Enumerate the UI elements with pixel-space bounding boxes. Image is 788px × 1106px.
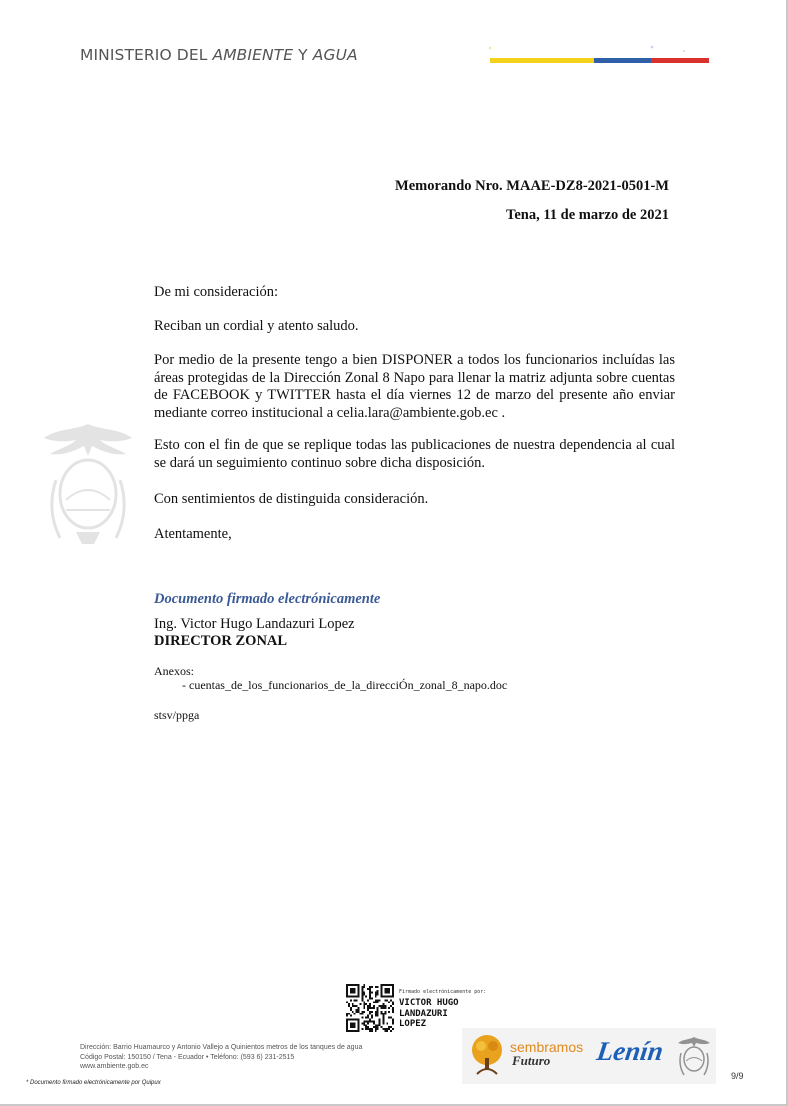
qr-name-line: LANDAZURI [399,1008,448,1019]
logo-sembramos: sembramos [510,1039,584,1055]
annex-item: - cuentas_de_los_funcionarios_de_la_direcciÓn_zonal_8_napo.doc [182,678,508,692]
signer-name: Ing. Victor Hugo Landazuri Lopez [154,616,355,632]
closing-line: Con sentimientos de distinguida consideración. [154,491,429,507]
ministry-prefix: MINISTERIO DEL [80,46,213,64]
ministry-mid: Y [293,46,313,64]
website-line: www.ambiente.gob.ec [80,1063,149,1070]
ministry-italic-ambiente: AMBIENTE [212,46,294,64]
qr-caption: Firmado electrónicamente por: [399,989,487,995]
signed-electronically-note: Documento firmado electrónicamente [154,591,381,607]
flag-yellow-stripe [490,58,594,63]
page-number: 9/9 [731,1071,744,1081]
greeting: De mi consideración: [154,284,279,300]
signer-role: DIRECTOR ZONAL [154,633,288,649]
body-paragraph-1: Por medio de la presente tengo a bien DISPONER a todos los funcionarios incluídas las áreas protegidas de la Dirección Zonal 8 Napo para llenar la matriz adjunta sobre cuentas de FACEBOOK y TWITTER hasta el día viernes 12 de marzo del presente año enviar mediante correo institucional a celia.lara@ambiente.gob.ec . [154,352,675,421]
qr-name-line: VICTOR HUGO [399,998,459,1008]
address-line: Dirección: Barrio Huamaurco y Antonio Vallejo a Quinientos metros de los tanques de agua [80,1044,363,1051]
quipux-note: * Documento firmado electrónicamente por Quipux [26,1080,161,1086]
logo-lenin: Lenín [594,1036,666,1066]
qr-code-icon [346,984,394,1032]
memo-number: Memorando Nro. MAAE-DZ8-2021-0501-M [395,178,669,194]
flag-blue-stripe [594,58,651,63]
coat-of-arms-icon [675,1035,713,1077]
address-line: Código Postal: 150150 / Tena - Ecuador • Teléfono: (593 6) 231-2515 [80,1053,295,1061]
logo-futuro: Futuro [512,1053,551,1068]
qr-signer-name [399,998,489,1030]
ecuador-flag-stripe [490,58,709,63]
memo-date: Tena, 11 de marzo de 2021 [506,207,669,223]
annexes-label: Anexos: [154,664,194,678]
footer-address [80,1043,362,1072]
qr-name-line: LOPEZ [399,1019,427,1029]
flag-red-stripe [651,58,709,63]
ministry-italic-agua: AGUA [312,46,358,64]
body-paragraph-2: Esto con el fin de que se replique todas las publicaciones de nuestra dependencia al cual se dará un seguimiento continuo sobre dicha disposición. [154,437,675,471]
watermark-coat-of-arms-icon [36,420,140,550]
ministry-logo-text [80,46,358,64]
tree-logo-icon [467,1034,507,1078]
salute: Reciban un cordial y atento saludo. [154,318,359,334]
farewell-line: Atentamente, [154,526,232,542]
reference-initials: stsv/ppga [154,708,200,722]
